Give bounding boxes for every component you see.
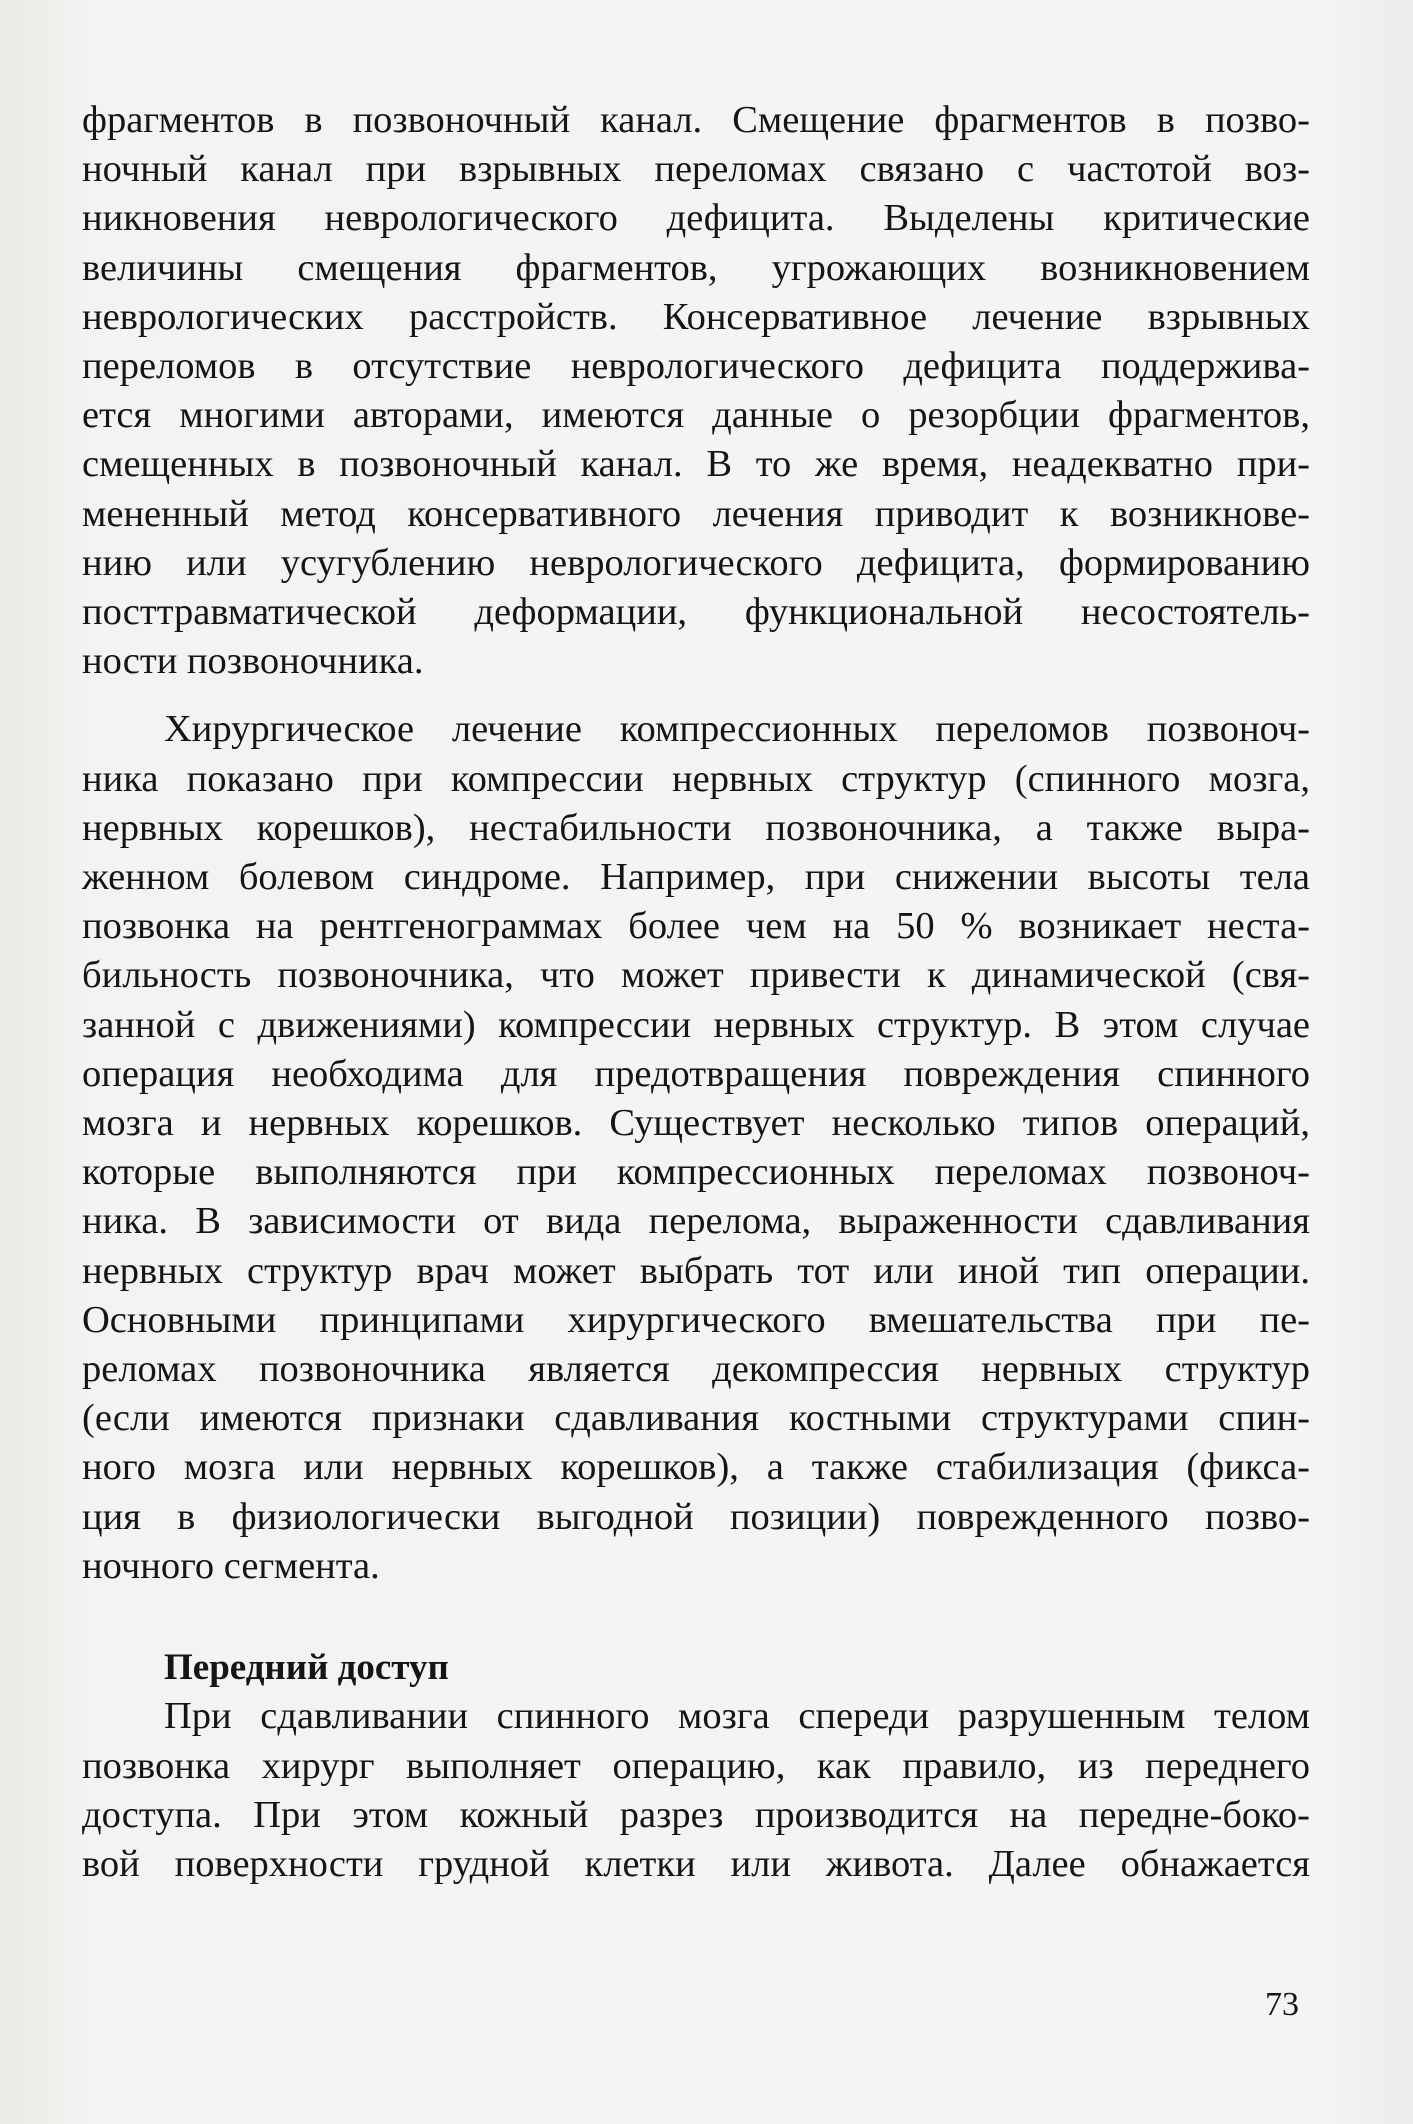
text-line: вой поверхности грудной клетки или живота. Далее обнажается [82, 1842, 1310, 1885]
text-line: ника. В зависимости от вида перелома, выраженности сдавливания [82, 1200, 1310, 1243]
text-line: величины смещения фрагментов, угрожающих возникновением [82, 246, 1310, 289]
text-line: доступа. При этом кожный разрез производится на передне-боко- [82, 1793, 1310, 1836]
text-line: смещенных в позвоночный канал. В то же время, неадекватно при- [82, 443, 1310, 486]
text-line: нию или усугублению неврологического дефицита, формированию [82, 541, 1310, 584]
text-line: Основными принципами хирургического вмешательства при пе- [82, 1298, 1310, 1341]
text-line: мозга и нервных корешков. Существует несколько типов операций, [82, 1102, 1310, 1145]
text-line: ется многими авторами, имеются данные о резорбции фрагментов, [82, 394, 1310, 437]
text-line: неврологических расстройств. Консервативное лечение взрывных [82, 295, 1310, 338]
page-text [82, 96, 1310, 1889]
text-line: ция в физиологически выгодной позиции) поврежденного позво- [82, 1495, 1310, 1538]
text-line: позвонка хирург выполняет операцию, как правило, из переднего [82, 1744, 1310, 1787]
paragraph-surgical-treatment [82, 705, 1310, 1591]
text-line: мененный метод консервативного лечения приводит к возникнове- [82, 492, 1310, 535]
text-line: нервных структур врач может выбрать тот или иной тип операции. [82, 1249, 1310, 1292]
section-heading: Передний доступ [164, 1647, 449, 1689]
text-line: переломов в отсутствие неврологического дефицита поддержива- [82, 345, 1310, 388]
text-line: нервных корешков), нестабильности позвоночника, а также выра- [82, 806, 1310, 849]
paragraph-spacer [82, 686, 1310, 705]
text-line: бильность позвоночника, что может привести к динамической (свя- [82, 954, 1310, 997]
text-line: Хирургическое лечение компрессионных переломов позвоноч- [164, 708, 1310, 751]
text-line: ночный канал при взрывных переломах связано с частотой воз- [82, 148, 1310, 191]
text-line: ного мозга или нервных корешков), а также стабилизация (фикса- [82, 1446, 1310, 1489]
text-line: операция необходима для предотвращения повреждения спинного [82, 1052, 1310, 1095]
text-line: ника показано при компрессии нервных структур (спинного мозга, [82, 757, 1310, 800]
text-line: При сдавливании спинного мозга спереди разрушенным телом [164, 1695, 1310, 1738]
paragraph-anterior-approach [82, 1692, 1310, 1889]
paragraph-fragment-displacement [82, 96, 1310, 686]
text-line: реломах позвоночника является декомпрессия нервных структур [82, 1348, 1310, 1391]
text-line: ночного сегмента. [82, 1544, 380, 1587]
text-line: посттравматической деформации, функциональной несостоятель- [82, 591, 1310, 634]
section-spacer [82, 1591, 1310, 1643]
text-line: занной с движениями) компрессии нервных структур. В этом случае [82, 1003, 1310, 1046]
text-line: фрагментов в позвоночный канал. Смещение фрагментов в позво- [82, 99, 1310, 141]
text-line: никновения неврологического дефицита. Выделены критические [82, 197, 1310, 240]
text-line: женном болевом синдроме. Например, при снижении высоты тела [82, 856, 1310, 899]
text-line: (если имеются признаки сдавливания костными структурами спин- [82, 1397, 1310, 1440]
text-line: позвонка на рентгенограммах более чем на 50 % возникает неста- [82, 905, 1310, 948]
text-line: ности позвоночника. [82, 640, 424, 683]
page-number: 73 [1265, 1986, 1299, 2023]
text-line: которые выполняются при компрессионных переломах позвоноч- [82, 1151, 1310, 1194]
